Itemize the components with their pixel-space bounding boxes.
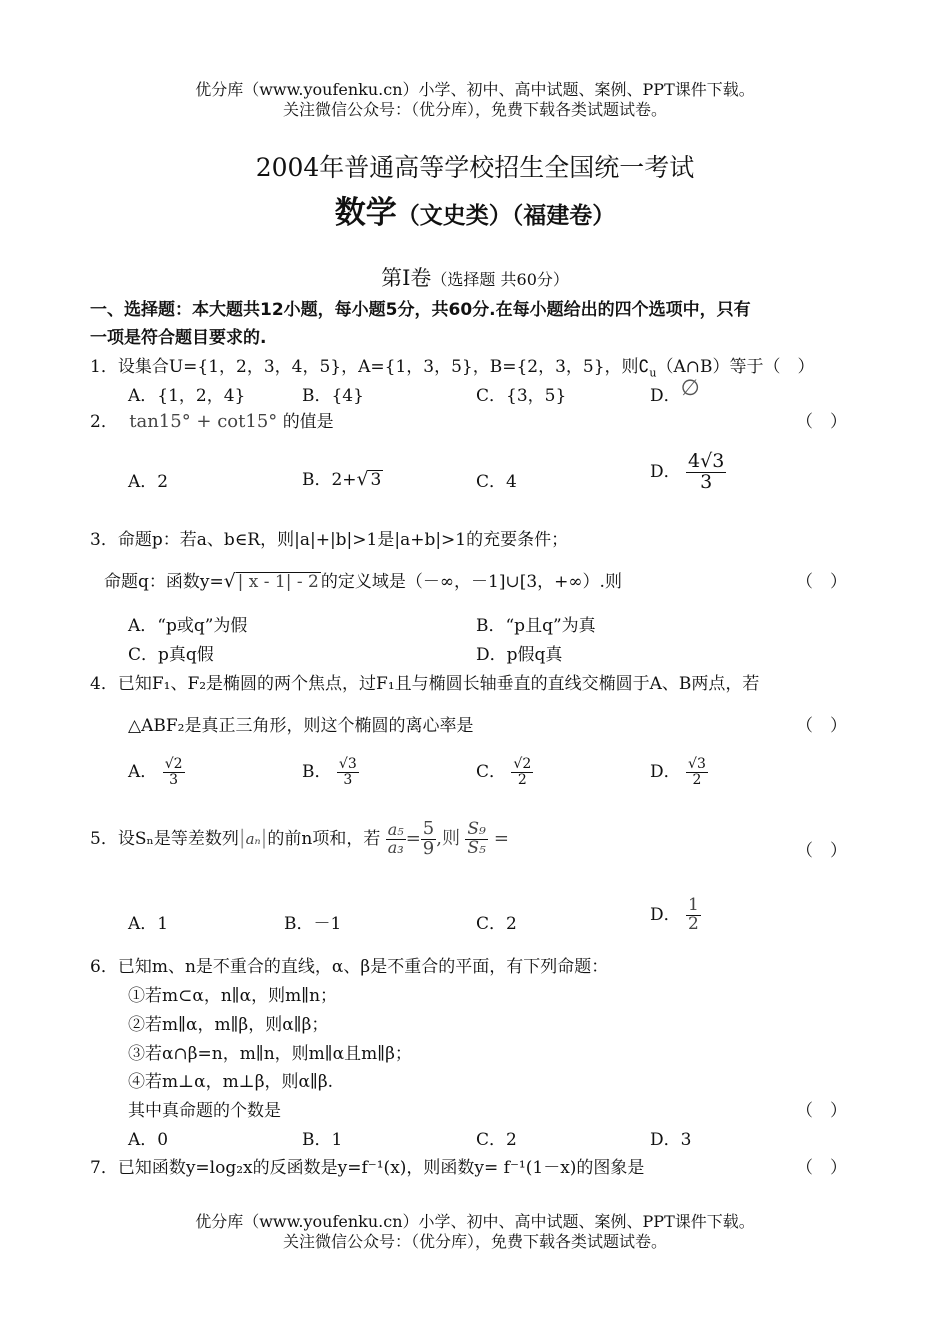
question-4-stem <box>90 669 759 694</box>
q1-option-d-label: D． <box>650 386 681 406</box>
exam-title: 2004年普通高等学校招生全国统一考试 <box>255 153 695 182</box>
question-7-stem <box>90 1153 644 1178</box>
q5-equals: = <box>405 827 421 849</box>
q5-tail: = <box>493 827 509 849</box>
question-1-number: 1． <box>90 357 118 377</box>
volume-note: （选择题 共60分） <box>431 270 569 289</box>
q5-option-d <box>650 897 701 934</box>
question-2-number: 2． <box>90 412 118 432</box>
header-line-2: 关注微信公众号：（优分库），免费下载各类试题试卷。 <box>282 100 667 119</box>
q5-stem-pre: 设Sₙ是等差数列 <box>117 828 239 849</box>
header-line-1: 优分库（www.youfenku.cn）小学、初中、高中试题、案例、PPT课件下载。 <box>195 80 755 99</box>
volume-label: 第Ⅰ卷 <box>381 266 432 290</box>
q1-option-d <box>650 376 700 407</box>
q4-option-c <box>476 757 533 788</box>
question-3-number: 3． <box>90 530 118 550</box>
q4-option-c-label: C． <box>476 762 507 782</box>
q2-option-d-fraction: $\frac{4√3}{3}$ <box>688 450 725 493</box>
q1-option-a: A．{1，2，4} <box>128 386 246 406</box>
q4-option-b-label: B． <box>302 762 332 782</box>
q6-option-c: C．2 <box>476 1130 517 1150</box>
q5-option-a: A．1 <box>128 914 169 934</box>
q4-option-a-fraction: $\frac{√2}{3}$ <box>164 756 183 788</box>
question-4-number: 4． <box>90 674 118 694</box>
question-1-tail: （A∩B）等于（ ） <box>656 357 815 377</box>
q3-option-b: B．“p且q”为真 <box>476 616 596 636</box>
q2-option-a: A．2 <box>128 472 169 492</box>
volume-heading <box>0 262 950 292</box>
q5-sequence: aₙ <box>245 829 261 848</box>
q5-option-d-label: D． <box>650 904 681 925</box>
empty-set-icon: ∅ <box>680 376 700 401</box>
q5-fraction-3: $\frac{\text{S₉}}{\text{S₅}}$ <box>467 819 486 858</box>
q6-option-b: B．1 <box>302 1130 343 1150</box>
question-2-stem <box>90 407 334 432</box>
q5-answer-paren: （ ） <box>796 841 847 861</box>
q4-answer-paren: （ ） <box>796 716 847 736</box>
question-6-number: 6． <box>90 957 118 977</box>
q6-proposition: ③若α∩β=n，m∥n，则m∥α且m∥β； <box>128 1044 412 1064</box>
q7-answer-paren: （ ） <box>796 1158 847 1178</box>
q1-option-c: C．{3，5} <box>476 386 567 406</box>
q5-option-c: C．2 <box>476 914 517 934</box>
q6-proposition: ④若m⊥α，m⊥β，则α∥β. <box>128 1072 334 1092</box>
q4-option-d-label: D． <box>650 762 681 782</box>
q2-option-d-label: D． <box>650 461 681 482</box>
q5-fraction-2: $\frac{5}{9}$ <box>422 818 435 859</box>
q4-option-b-fraction: $\frac{√3}{3}$ <box>338 756 357 788</box>
q5-option-d-fraction: $\frac{1}{2}$ <box>688 895 699 934</box>
question-4-stem-2: △ABF₂是真正三角形，则这个椭圆的离心率是 <box>128 716 474 736</box>
q5-option-b: B．－1 <box>284 914 342 934</box>
q4-option-a-label: A． <box>128 762 158 782</box>
q2-option-b: B．2+√ 3 <box>302 469 382 490</box>
question-6-stem <box>90 952 608 977</box>
section-instructions-2: 一项是符合题目要求的. <box>90 328 267 348</box>
section-instructions-1: 一、选择题：本大题共12小题，每小题5分，共60分.在每小题给出的四个选项中，只有 <box>90 300 751 320</box>
q3-option-a: A．“p或q”为假 <box>128 616 248 636</box>
q6-answer-paren: （ ） <box>796 1101 847 1121</box>
q4-option-a <box>128 757 185 788</box>
question-5-stem: 5．设Sₙ是等差数列|aₙ|的前n项和，若 $\frac{\text{a₅}}{\text{a₃}}$ = $\frac{5}{9}$ ,则 $\frac{\text{S₉}}{\text{S₅}}$ = <box>90 818 509 859</box>
q5-stem-mid: 的前n项和，若 <box>267 828 381 849</box>
question-3-text: 命题p：若a、b∈R，则|a|+|b|>1是|a+b|>1的充要条件； <box>117 530 569 550</box>
question-3-stem <box>90 525 568 550</box>
q3-option-c: C．p真q假 <box>128 645 214 665</box>
q4-option-d-fraction: $\frac{√3}{2}$ <box>688 756 706 788</box>
q3-stem2-post: 的定义域是（－∞，－1]∪[3，+∞）.则 <box>320 572 622 592</box>
q3-option-d: D．p假q真 <box>476 645 563 665</box>
exam-subject <box>0 187 950 232</box>
q6-option-a: A．0 <box>128 1130 169 1150</box>
q1-option-b: B．{4} <box>302 386 364 406</box>
question-4-text: 已知F₁、F₂是椭圆的两个焦点，过F₁且与椭圆长轴垂直的直线交椭圆于A、B两点，若 <box>117 674 760 694</box>
question-1-text: 设集合U={1，2，3，4，5}，A={1，3，5}，B={2，3，5}，则 <box>117 357 639 377</box>
question-6-text: 已知m、n是不重合的直线，α、β是不重合的平面，有下列命题： <box>117 957 609 977</box>
question-3-stem-2: 命题q：函数y=√ | x - 1| - 2 的定义域是（－∞，－1]∪[3，+∞）.则 <box>104 571 622 592</box>
q6-proposition: ②若m∥α，m∥β，则α∥β； <box>128 1015 329 1035</box>
q3-answer-paren: （ ） <box>796 572 847 592</box>
complement-symbol: ∁ <box>638 357 650 377</box>
question-1-stem <box>90 352 814 379</box>
q4-option-b <box>302 757 359 788</box>
q2-option-b-label: B．2+ <box>302 470 357 490</box>
question-2-text: 的值是 <box>282 412 334 432</box>
q6-ask: 其中真命题的个数是 <box>128 1101 281 1121</box>
q5-then: ,则 <box>436 827 460 849</box>
question-7-number: 7． <box>90 1158 118 1178</box>
footer-line-2: 关注微信公众号：（优分库），免费下载各类试题试卷。 <box>282 1232 667 1251</box>
q4-option-c-fraction: $\frac{√2}{2}$ <box>513 756 532 788</box>
q2-answer-paren: （ ） <box>796 412 847 432</box>
q5-fraction-1: $\frac{\text{a₅}}{\text{a₃}}$ <box>387 820 404 857</box>
q3-stem2-radicand: | x - 1| - 2 <box>237 572 319 592</box>
q2-option-b-radicand: 3 <box>370 470 382 490</box>
q4-option-d <box>650 757 708 788</box>
q6-proposition: ①若m⊂α，n∥α，则m∥n； <box>128 986 338 1006</box>
question-7-text: 已知函数y=log₂x的反函数是y=f⁻¹(x)，则函数y= f⁻¹(1－x)的图象是 <box>117 1158 645 1178</box>
q3-stem2-pre: 命题q：函数y= <box>104 572 224 592</box>
q6-option-d: D．3 <box>650 1130 692 1150</box>
q2-option-d <box>650 452 726 493</box>
footer-line-1: 优分库（www.youfenku.cn）小学、初中、高中试题、案例、PPT课件下载。 <box>195 1212 755 1231</box>
subject-main: 数学 <box>334 195 397 231</box>
question-2-expression: tan15° + cot15° <box>129 411 278 432</box>
complement-subscript: u <box>649 366 657 380</box>
question-5-number: 5． <box>90 828 118 849</box>
q2-option-c: C．4 <box>476 472 517 492</box>
subject-sub: （文史类）（福建卷） <box>396 202 616 229</box>
